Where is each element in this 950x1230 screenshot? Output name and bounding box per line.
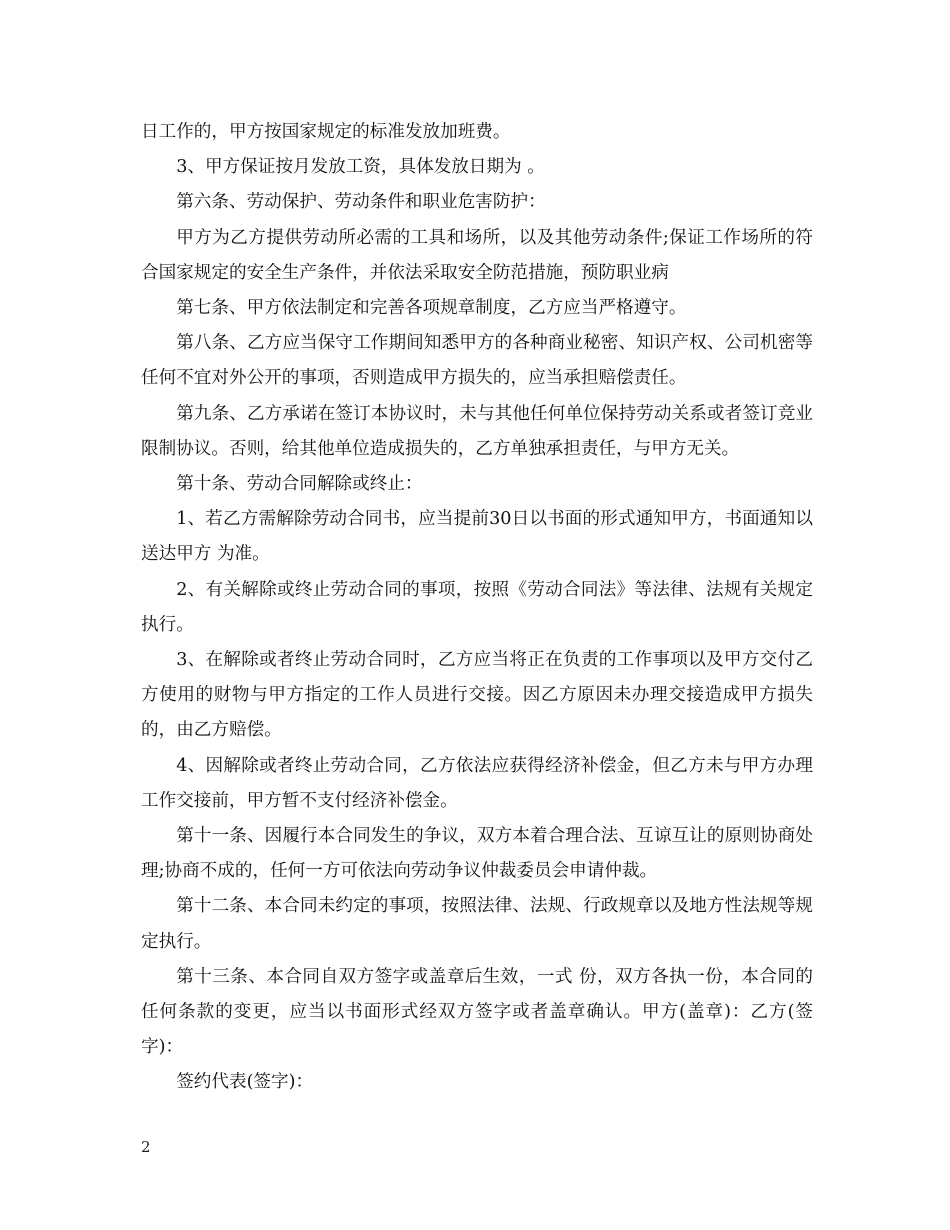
paragraph-signature-representative: 签约代表(签字)： xyxy=(176,1072,314,1093)
paragraph-article-9: 第九条、乙方承诺在签订本协议时，未与其他任何单位保持劳动关系或者签订竞业限制协议。否则，给其他单位造成损失的，乙方单独承担责任，与甲方无关。 xyxy=(141,403,813,459)
paragraph-article-8: 第八条、乙方应当保守工作期间知悉甲方的各种商业秘密、知识产权、公司机密等任何不宜对外公开的事项，否则造成甲方损失的，应当承担赔偿责任。 xyxy=(141,333,813,389)
paragraph-article-10-item-1: 1、若乙方需解除劳动合同书，应当提前30日以书面的形式通知甲方，书面通知以送达甲方 为准。 xyxy=(141,509,813,565)
page-number: 2 xyxy=(141,1138,151,1156)
paragraph-article-10-item-3: 3、在解除或者终止劳动合同时，乙方应当将正在负责的工作事项以及甲方交付乙方使用的财物与甲方指定的工作人员进行交接。因乙方原因未办理交接造成甲方损失的，由乙方赔偿。 xyxy=(141,650,813,741)
paragraph-article-10-item-2: 2、有关解除或终止劳动合同的事项，按照《劳动合同法》等法律、法规有关规定执行。 xyxy=(141,579,813,635)
paragraph-article-12: 第十二条、本合同未约定的事项，按照法律、法规、行政规章以及地方性法规等规定执行。 xyxy=(141,896,813,952)
paragraph-article-11: 第十一条、因履行本合同发生的争议，双方本着合理合法、互谅互让的原则协商处理;协商不成的，任何一方可依法向劳动争议仲裁委员会申请仲裁。 xyxy=(141,826,813,882)
paragraph-article-6-heading: 第六条、劳动保护、劳动条件和职业危害防护： xyxy=(176,192,546,213)
paragraph-article-7: 第七条、甲方依法制定和完善各项规章制度，乙方应当严格遵守。 xyxy=(176,298,687,319)
paragraph-salary-date: 3、甲方保证按月发放工资，具体发放日期为 。 xyxy=(176,157,545,178)
document-body xyxy=(141,115,813,1101)
paragraph-article-10-heading: 第十条、劳动合同解除或终止： xyxy=(176,474,423,495)
paragraph-article-13: 第十三条、本合同自双方签字或盖章后生效，一式 份，双方各执一份，本合同的任何条款的变更，应当以书面形式经双方签字或者盖章确认。甲方(盖章)：乙方(签字)： xyxy=(141,966,813,1058)
paragraph-article-10-item-4: 4、因解除或者终止劳动合同，乙方依法应获得经济补偿金，但乙方未与甲方办理工作交接前，甲方暂不支付经济补偿金。 xyxy=(141,755,813,811)
paragraph-article-6-body: 甲方为乙方提供劳动所必需的工具和场所，以及其他劳动条件;保证工作场所的符合国家规定的安全生产条件，并依法采取安全防范措施，预防职业病 xyxy=(141,227,813,283)
paragraph-overtime-pay: 日工作的，甲方按国家规定的标准发放加班费。 xyxy=(141,122,511,142)
